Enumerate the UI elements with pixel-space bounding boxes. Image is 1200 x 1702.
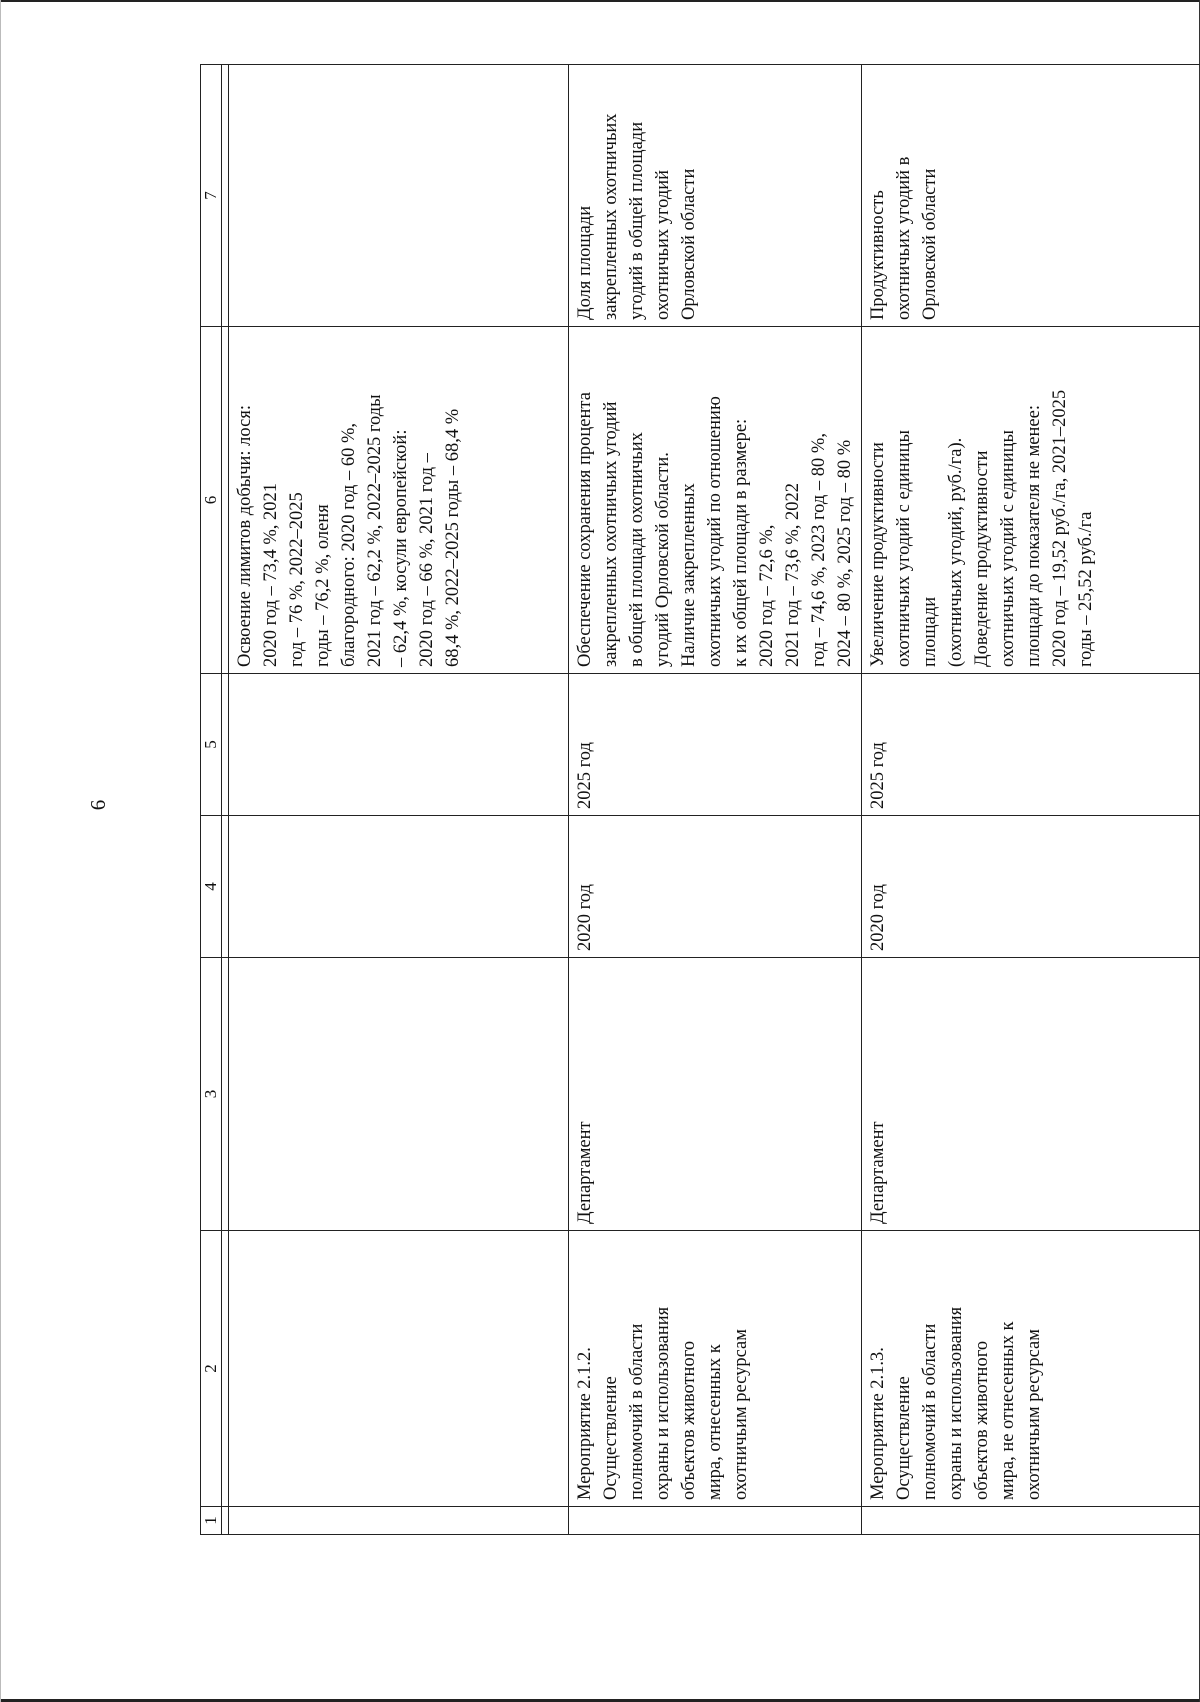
cell-end-year: 2025 год xyxy=(569,674,862,816)
header-spacer-row xyxy=(222,65,229,1535)
cell-indicator xyxy=(569,65,862,327)
cell-executor xyxy=(229,958,569,1231)
cell-text-line: год – 76 %, 2022–2025 xyxy=(287,492,307,667)
header-row xyxy=(201,65,222,1535)
cell-text-line: мира, отнесенных к xyxy=(705,1344,725,1500)
cell-text-line: 2020 год – 72,6 %, xyxy=(757,524,777,667)
cell-text-line: Освоение лимитов добычи: лося: xyxy=(235,405,255,667)
column-number-2: 2 xyxy=(201,1231,222,1507)
cell-text-line: площади до показателя не менее: xyxy=(1024,405,1044,667)
spacer-cell xyxy=(222,1231,229,1507)
table-row xyxy=(229,65,569,1535)
cell-text-line: охраны и использования xyxy=(946,1306,966,1500)
spacer-cell xyxy=(222,1507,229,1535)
cell-text-line: площади xyxy=(920,596,940,667)
cell-measure xyxy=(229,1231,569,1507)
cell-expected-result xyxy=(569,327,862,674)
cell-text-line: охотничьих угодий с единицы xyxy=(894,430,914,667)
cell-text-line: годы – 25,52 руб./га xyxy=(1076,511,1096,667)
cell-text-line: охотничьих угодий по отношению xyxy=(705,396,725,667)
column-number-3: 3 xyxy=(201,958,222,1231)
cell-executor: Департамент xyxy=(862,958,1200,1231)
cell-measure xyxy=(569,1231,862,1507)
cell-text-line: полномочий в области xyxy=(920,1323,940,1500)
cell-text-line: Осуществление xyxy=(601,1376,621,1500)
cell-end-year xyxy=(229,674,569,816)
cell-text-line: закрепленных охотничьих угодий xyxy=(601,401,621,667)
cell-text-line: 2020 год – 73,4 %, 2021 xyxy=(261,482,281,667)
cell-end-year: 2025 год xyxy=(862,674,1200,816)
table-row xyxy=(862,65,1200,1535)
cell-text-line: Мероприятие 2.1.3. xyxy=(868,1347,888,1500)
cell-text-line: 2021 год – 62,2 %, 2022–2025 годы xyxy=(365,394,385,667)
cell-text-line: Мероприятие 2.1.2. xyxy=(575,1347,595,1500)
cell-text-line: 68,4 %, 2022–2025 годы – 68,4 % xyxy=(443,408,463,667)
cell-text-line: 2021 год – 73,6 %, 2022 xyxy=(783,482,803,667)
cell-text-line: к их общей площади в размере: xyxy=(731,418,751,667)
cell-text-line: охотничьих угодий в xyxy=(894,156,914,320)
cell-text-line: угодий Орловской области. xyxy=(653,452,673,667)
spacer-cell xyxy=(222,327,229,674)
scan-edge-left xyxy=(0,0,1,1702)
cell-text-line: Доведение продуктивности xyxy=(972,450,992,667)
cell-text-line: Доля площади xyxy=(575,205,595,320)
cell-expected-result xyxy=(862,327,1200,674)
column-number-7: 7 xyxy=(201,65,222,327)
cell-text-line: охотничьим ресурсам xyxy=(731,1329,751,1500)
cell-text-line: объектов животного xyxy=(679,1340,699,1500)
cell-text-line: охотничьих угодий xyxy=(653,169,673,320)
cell-text-line: полномочий в области xyxy=(627,1323,647,1500)
cell-measure xyxy=(862,1231,1200,1507)
cell-text-line: мира, не отнесенных к xyxy=(998,1321,1018,1500)
table-row xyxy=(569,65,862,1535)
cell-text-line: благородного: 2020 год – 60 %, xyxy=(339,423,359,667)
cell-text-line: Наличие закрепленных xyxy=(679,483,699,667)
spacer-cell xyxy=(222,674,229,816)
cell-text-line: закрепленных охотничьих xyxy=(601,113,621,320)
page-number: 6 xyxy=(86,799,110,811)
spacer-cell xyxy=(222,65,229,327)
column-number-5: 5 xyxy=(201,674,222,816)
cell-text-line: 2020 год – 19,52 руб./га, 2021–2025 xyxy=(1050,389,1070,667)
cell-text-line: Обеспечение сохранения процента xyxy=(575,392,595,667)
column-number-6: 6 xyxy=(201,327,222,674)
rotated-page-content xyxy=(200,65,1200,1535)
cell-number xyxy=(229,1507,569,1535)
cell-start-year: 2020 год xyxy=(862,816,1200,958)
cell-text-line: – 62,4 %, косули европейской: xyxy=(391,429,411,667)
cell-number xyxy=(862,1507,1200,1535)
cell-text-line: год – 74,6 %, 2023 год – 80 %, xyxy=(809,433,829,667)
cell-text-line: Осуществление xyxy=(894,1376,914,1500)
cell-text-line: 2024 – 80 %, 2025 год – 80 % xyxy=(835,439,855,667)
cell-executor: Департамент xyxy=(569,958,862,1231)
cell-text-line: в общей площади охотничьих xyxy=(627,432,647,667)
scan-edge-top xyxy=(0,0,1200,2)
cell-indicator xyxy=(229,65,569,327)
cell-expected-result xyxy=(229,327,569,674)
cell-indicator xyxy=(862,65,1200,327)
cell-text-line: годы – 76,2 %, оленя xyxy=(313,504,333,667)
spacer-cell xyxy=(222,816,229,958)
cell-text-line: охотничьим ресурсам xyxy=(1024,1329,1044,1500)
cell-text-line: объектов животного xyxy=(972,1340,992,1500)
cell-text-line: Продуктивность xyxy=(868,190,888,320)
cell-text-line: охраны и использования xyxy=(653,1306,673,1500)
cell-text-line: (охотничьих угодий, руб./га). xyxy=(946,437,966,667)
program-table xyxy=(200,64,1200,1535)
spacer-cell xyxy=(222,958,229,1231)
column-number-1: 1 xyxy=(201,1507,222,1535)
cell-text-line: Увеличение продуктивности xyxy=(868,442,888,667)
cell-text-line: Орловской области xyxy=(920,168,940,320)
table-body xyxy=(201,65,1200,1535)
cell-number xyxy=(569,1507,862,1535)
cell-text-line: угодий в общей площади xyxy=(627,121,647,320)
cell-start-year: 2020 год xyxy=(569,816,862,958)
column-number-4: 4 xyxy=(201,816,222,958)
cell-start-year xyxy=(229,816,569,958)
cell-text-line: Орловской области xyxy=(679,168,699,320)
cell-text-line: охотничьих угодий с единицы xyxy=(998,430,1018,667)
cell-text-line: 2020 год – 66 %, 2021 год – xyxy=(417,453,437,667)
